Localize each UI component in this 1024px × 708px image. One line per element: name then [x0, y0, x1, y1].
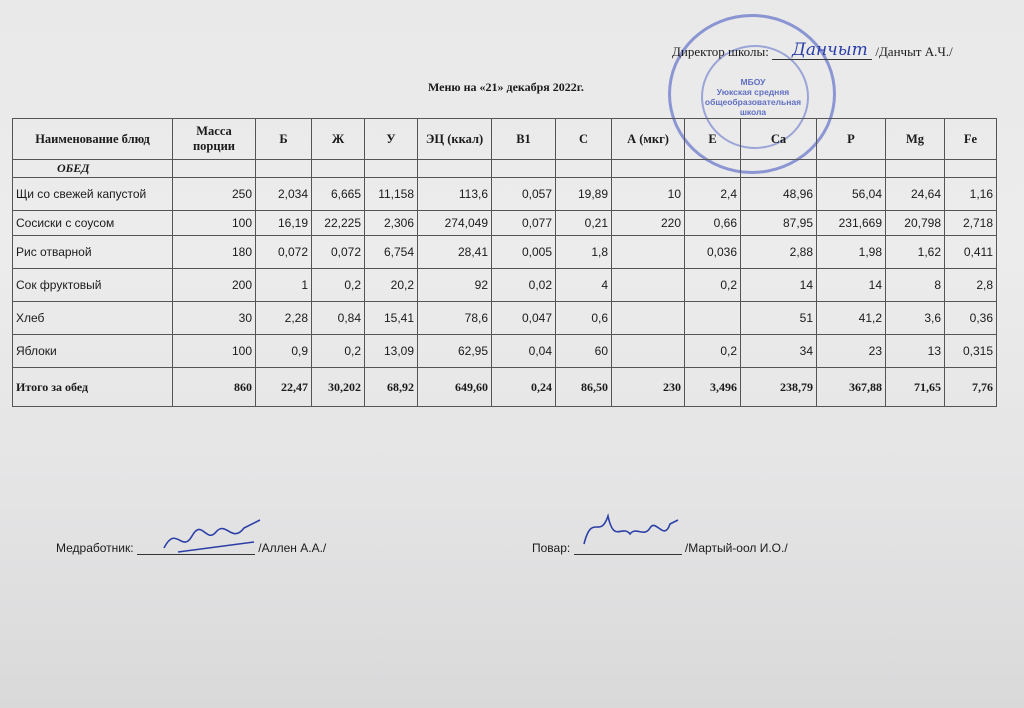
table-cell: 180 [173, 236, 256, 269]
table-cell: 14 [741, 269, 817, 302]
table-cell: 2,8 [945, 269, 997, 302]
table-row [13, 178, 997, 211]
table-row [13, 335, 997, 368]
total-cell: 230 [612, 368, 685, 407]
table-cell: 23 [817, 335, 886, 368]
total-row [13, 368, 997, 407]
table-cell: 10 [612, 178, 685, 211]
table-row [13, 302, 997, 335]
table-cell: 0,66 [685, 211, 741, 236]
table-cell: 3,6 [886, 302, 945, 335]
table-cell: 0,02 [492, 269, 556, 302]
header-cell: ЭЦ (ккал) [418, 119, 492, 160]
stamp-text: МБОУ Уюкская средняя общеобразовательная школа [704, 77, 802, 117]
table-cell: 20,2 [365, 269, 418, 302]
table-cell: 19,89 [556, 178, 612, 211]
table-cell: 78,6 [418, 302, 492, 335]
header-cell: Наименование блюд [13, 119, 173, 160]
total-label: Итого за обед [13, 368, 173, 407]
table-cell: 0,2 [312, 269, 365, 302]
header-cell: Са [741, 119, 817, 160]
table-cell [612, 236, 685, 269]
table-cell [612, 269, 685, 302]
table-cell: 56,04 [817, 178, 886, 211]
table-cell: 60 [556, 335, 612, 368]
page-title: Меню на «21» декабря 2022г. [428, 80, 584, 94]
total-cell: 367,88 [817, 368, 886, 407]
table-cell: 0,6 [556, 302, 612, 335]
table-cell: 20,798 [886, 211, 945, 236]
table-cell: 13 [886, 335, 945, 368]
section-label: ОБЕД [13, 160, 173, 178]
table-cell: 2,4 [685, 178, 741, 211]
total-cell: 649,60 [418, 368, 492, 407]
total-cell: 0,24 [492, 368, 556, 407]
table-cell: 0,2 [685, 269, 741, 302]
table-cell: 11,158 [365, 178, 418, 211]
table-cell: 0,2 [685, 335, 741, 368]
table-cell: 0,84 [312, 302, 365, 335]
table-cell: 2,034 [256, 178, 312, 211]
table-cell: 4 [556, 269, 612, 302]
total-cell: 3,496 [685, 368, 741, 407]
table-cell: 220 [612, 211, 685, 236]
header-cell: Ж [312, 119, 365, 160]
table-cell: 0,9 [256, 335, 312, 368]
header-cell: Mg [886, 119, 945, 160]
dish-name: Щи со свежей капустой [13, 178, 173, 211]
director-name: /Данчыт А.Ч./ [875, 44, 953, 59]
table-cell: 0,005 [492, 236, 556, 269]
table-cell: 0,2 [312, 335, 365, 368]
table-header-row [13, 119, 997, 160]
total-cell: 860 [173, 368, 256, 407]
table-cell: 15,41 [365, 302, 418, 335]
table-cell: 28,41 [418, 236, 492, 269]
header-cell: Е [685, 119, 741, 160]
director-label: Директор школы: [672, 44, 769, 59]
table-cell: 1,62 [886, 236, 945, 269]
table-cell: 51 [741, 302, 817, 335]
header-cell: Масса порции [173, 119, 256, 160]
table-cell: 0,057 [492, 178, 556, 211]
table-cell: 0,077 [492, 211, 556, 236]
dish-name: Сок фруктовый [13, 269, 173, 302]
table-cell: 200 [173, 269, 256, 302]
total-cell: 22,47 [256, 368, 312, 407]
table-cell: 1,16 [945, 178, 997, 211]
table-cell [612, 335, 685, 368]
table-cell: 0,411 [945, 236, 997, 269]
table-cell: 30 [173, 302, 256, 335]
table-row [13, 211, 997, 236]
header-cell: Fe [945, 119, 997, 160]
medworker-label: Медработник: [56, 541, 134, 555]
table-cell [612, 302, 685, 335]
table-cell: 62,95 [418, 335, 492, 368]
table-cell: 113,6 [418, 178, 492, 211]
table-cell: 1,8 [556, 236, 612, 269]
director-signature: Данчыт [792, 40, 868, 60]
header-cell: Р [817, 119, 886, 160]
header-cell: С [556, 119, 612, 160]
table-cell: 274,049 [418, 211, 492, 236]
header-cell: Б [256, 119, 312, 160]
dish-name: Рис отварной [13, 236, 173, 269]
table-cell: 87,95 [741, 211, 817, 236]
table-cell: 0,036 [685, 236, 741, 269]
table-cell: 48,96 [741, 178, 817, 211]
total-cell: 68,92 [365, 368, 418, 407]
total-cell: 30,202 [312, 368, 365, 407]
medworker-signature [158, 514, 268, 560]
table-cell [685, 302, 741, 335]
table-cell: 0,072 [256, 236, 312, 269]
total-cell: 238,79 [741, 368, 817, 407]
total-cell: 71,65 [886, 368, 945, 407]
table-cell: 92 [418, 269, 492, 302]
total-cell: 86,50 [556, 368, 612, 407]
header-cell: У [365, 119, 418, 160]
cook-name: /Мартый-оол И.О./ [684, 541, 788, 555]
table-cell: 2,718 [945, 211, 997, 236]
table-cell: 1 [256, 269, 312, 302]
table-cell: 2,306 [365, 211, 418, 236]
medworker-name: /Аллен А.А./ [258, 541, 327, 555]
table-cell: 0,072 [312, 236, 365, 269]
section-row [13, 160, 997, 178]
table-cell: 0,047 [492, 302, 556, 335]
table-row [13, 236, 997, 269]
dish-name: Сосиски с соусом [13, 211, 173, 236]
table-cell: 6,754 [365, 236, 418, 269]
table-cell: 250 [173, 178, 256, 211]
table-cell: 6,665 [312, 178, 365, 211]
table-cell: 0,21 [556, 211, 612, 236]
table-cell: 0,36 [945, 302, 997, 335]
table-cell: 34 [741, 335, 817, 368]
table-cell: 24,64 [886, 178, 945, 211]
header-cell: А (мкг) [612, 119, 685, 160]
table-cell: 231,669 [817, 211, 886, 236]
cook-signature [578, 504, 682, 552]
menu-table [12, 118, 997, 407]
table-cell: 14 [817, 269, 886, 302]
table-cell: 41,2 [817, 302, 886, 335]
table-cell: 100 [173, 335, 256, 368]
table-cell: 16,19 [256, 211, 312, 236]
table-cell: 0,315 [945, 335, 997, 368]
table-cell: 22,225 [312, 211, 365, 236]
dish-name: Яблоки [13, 335, 173, 368]
total-cell: 7,76 [945, 368, 997, 407]
cook-label: Повар: [532, 541, 571, 555]
table-row [13, 269, 997, 302]
table-cell: 2,28 [256, 302, 312, 335]
dish-name: Хлеб [13, 302, 173, 335]
table-cell: 100 [173, 211, 256, 236]
table-cell: 2,88 [741, 236, 817, 269]
table-cell: 8 [886, 269, 945, 302]
header-cell: В1 [492, 119, 556, 160]
table-cell: 0,04 [492, 335, 556, 368]
table-cell: 1,98 [817, 236, 886, 269]
table-cell: 13,09 [365, 335, 418, 368]
